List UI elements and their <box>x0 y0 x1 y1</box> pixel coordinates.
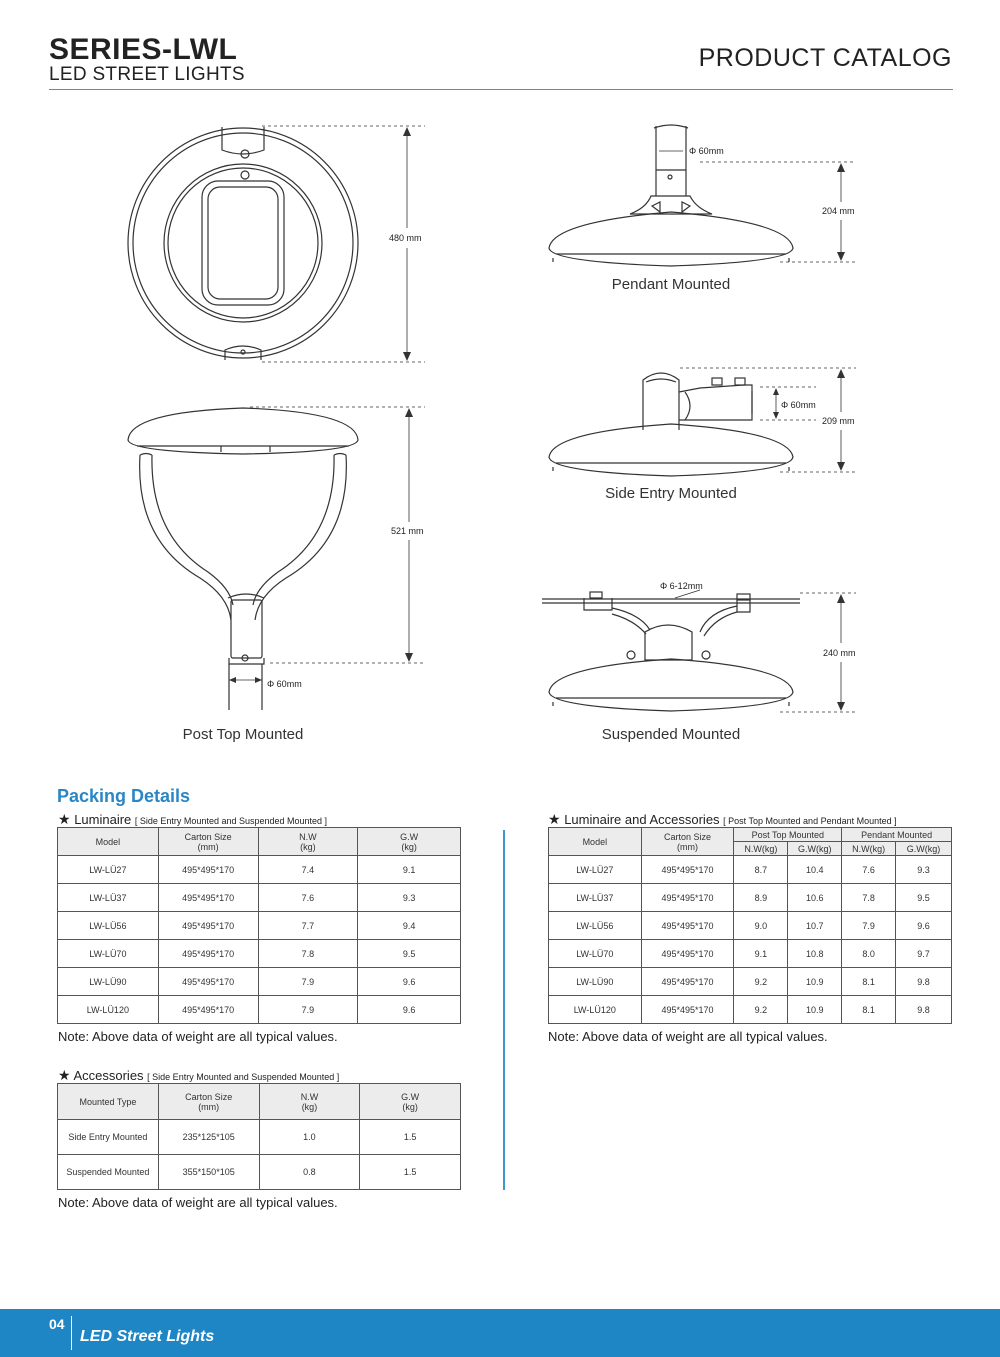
table-cell: 1.5 <box>360 1155 461 1190</box>
column-divider <box>503 830 505 1190</box>
table-cell: 9.7 <box>896 940 952 968</box>
table-cell: 10.6 <box>788 884 842 912</box>
luminaire-heading <box>58 811 327 828</box>
luminaire-table <box>57 827 461 1024</box>
accessories-title: Accessories <box>73 1068 144 1083</box>
luminaire-title: Luminaire <box>74 812 132 827</box>
table-row <box>58 884 461 912</box>
table-cell: 9.5 <box>358 940 461 968</box>
table-row <box>549 912 952 940</box>
table-cell: 8.7 <box>734 856 788 884</box>
table-cell: LW-LÜ120 <box>58 996 159 1024</box>
footer-divider <box>71 1316 72 1350</box>
table-cell: 495*495*170 <box>641 968 734 996</box>
table-cell: 495*495*170 <box>158 856 258 884</box>
table-cell: 9.1 <box>734 940 788 968</box>
table-cell: 10.9 <box>788 996 842 1024</box>
table-cell: 7.8 <box>842 884 896 912</box>
table-cell: LW-LÜ120 <box>549 996 642 1024</box>
pendant-drawing <box>549 125 793 266</box>
suspended-drawing <box>542 592 800 711</box>
table-cell: 9.2 <box>734 968 788 996</box>
accessories-subtitle: [ Side Entry Mounted and Suspended Mounted ] <box>147 1072 340 1082</box>
col-header-pendant-nw: N.W(kg) <box>842 842 896 856</box>
table-cell: LW-LÜ70 <box>58 940 159 968</box>
table-row <box>58 996 461 1024</box>
series-title: SERIES-LWL <box>49 33 238 66</box>
table-cell: LW-LÜ70 <box>549 940 642 968</box>
lum-acc-table <box>548 827 952 1024</box>
col-header-post-gw: G.W(kg) <box>788 842 842 856</box>
accessories-table <box>57 1083 461 1190</box>
col-header-model: Model <box>549 828 642 856</box>
table-cell: 7.9 <box>258 968 358 996</box>
table-cell: 9.2 <box>734 996 788 1024</box>
table-cell: 9.1 <box>358 856 461 884</box>
dim-204: 204 mm <box>822 206 855 216</box>
col-header-post-top: Post Top Mounted <box>734 828 842 842</box>
dim-521: 521 mm <box>391 526 424 536</box>
table-cell: LW-LÜ37 <box>58 884 159 912</box>
table-cell: 495*495*170 <box>641 996 734 1024</box>
lum-acc-title: Luminaire and Accessories <box>564 812 720 827</box>
table-cell: 7.6 <box>842 856 896 884</box>
table-cell: 495*495*170 <box>158 968 258 996</box>
caption-side-entry: Side Entry Mounted <box>605 485 737 502</box>
caption-post-top: Post Top Mounted <box>182 726 304 743</box>
col-header-mounted-type: Mounted Type <box>58 1084 159 1120</box>
table-row <box>58 940 461 968</box>
accessories-note: Note: Above data of weight are all typical values. <box>58 1195 338 1210</box>
table-cell: 9.5 <box>896 884 952 912</box>
table-cell: 7.9 <box>258 996 358 1024</box>
table-cell: 495*495*170 <box>641 856 734 884</box>
table-cell: 235*125*105 <box>158 1120 259 1155</box>
table-cell: 495*495*170 <box>158 940 258 968</box>
col-header-nw: N.W (kg) <box>258 828 358 856</box>
table-cell: LW-LÜ56 <box>58 912 159 940</box>
series-subtitle: LED STREET LIGHTS <box>49 64 245 85</box>
table-cell: 7.9 <box>842 912 896 940</box>
table-cell: LW-LÜ90 <box>549 968 642 996</box>
star-icon: ★ <box>58 811 71 827</box>
table-cell: 9.0 <box>734 912 788 940</box>
col-header-carton: Carton Size (mm) <box>158 828 258 856</box>
caption-pendant: Pendant Mounted <box>611 276 731 293</box>
table-cell: 10.9 <box>788 968 842 996</box>
star-icon: ★ <box>58 1067 71 1083</box>
table-row <box>549 856 952 884</box>
table-cell: 9.6 <box>358 996 461 1024</box>
table-cell: 8.9 <box>734 884 788 912</box>
table-cell: 10.4 <box>788 856 842 884</box>
luminaire-subtitle: [ Side Entry Mounted and Suspended Mounted ] <box>134 816 328 826</box>
col-header-pendant-gw: G.W(kg) <box>896 842 952 856</box>
table-cell: 495*495*170 <box>641 884 734 912</box>
lum-acc-heading <box>548 811 897 828</box>
luminaire-note: Note: Above data of weight are all typical values. <box>58 1029 338 1044</box>
table-cell: 8.1 <box>842 968 896 996</box>
table-cell: 495*495*170 <box>158 996 258 1024</box>
table-cell: 7.8 <box>258 940 358 968</box>
table-row <box>58 968 461 996</box>
col-header-gw: G.W (kg) <box>360 1084 461 1120</box>
col-header-carton: Carton Size (mm) <box>158 1084 259 1120</box>
table-row <box>58 912 461 940</box>
catalog-title: PRODUCT CATALOG <box>698 44 952 72</box>
table-cell: LW-LÜ27 <box>58 856 159 884</box>
dim-480: 480 mm <box>389 233 422 243</box>
table-cell: 7.7 <box>258 912 358 940</box>
dim-209: 209 mm <box>822 416 855 426</box>
table-cell: 9.8 <box>896 996 952 1024</box>
table-cell: 7.4 <box>258 856 358 884</box>
dim-post-pole: Φ 60mm <box>267 679 302 689</box>
table-row <box>549 940 952 968</box>
table-cell: 1.5 <box>360 1120 461 1155</box>
table-cell: 9.4 <box>358 912 461 940</box>
accessories-heading <box>58 1067 339 1084</box>
top-view-dims <box>262 126 425 362</box>
packing-details-title: Packing Details <box>57 786 191 806</box>
table-cell: Side Entry Mounted <box>58 1120 159 1155</box>
table-cell: LW-LÜ37 <box>549 884 642 912</box>
table-cell: 10.8 <box>788 940 842 968</box>
col-header-pendant: Pendant Mounted <box>842 828 952 842</box>
col-header-nw: N.W (kg) <box>259 1084 360 1120</box>
col-header-carton: Carton Size (mm) <box>641 828 734 856</box>
col-header-post-nw: N.W(kg) <box>734 842 788 856</box>
table-row <box>58 1120 461 1155</box>
table-cell: 495*495*170 <box>641 912 734 940</box>
col-header-gw: G.W (kg) <box>358 828 461 856</box>
table-cell: 7.6 <box>258 884 358 912</box>
table-cell: LW-LÜ27 <box>549 856 642 884</box>
table-cell: 0.8 <box>259 1155 360 1190</box>
lum-acc-note: Note: Above data of weight are all typical values. <box>548 1029 828 1044</box>
table-cell: 9.6 <box>896 912 952 940</box>
table-cell: 9.3 <box>358 884 461 912</box>
table-row <box>549 884 952 912</box>
table-cell: 10.7 <box>788 912 842 940</box>
table-row <box>58 856 461 884</box>
caption-suspended: Suspended Mounted <box>601 726 741 743</box>
table-cell: 9.8 <box>896 968 952 996</box>
lum-acc-subtitle: [ Post Top Mounted and Pendant Mounted ] <box>723 816 897 826</box>
table-cell: LW-LÜ56 <box>549 912 642 940</box>
table-cell: 495*495*170 <box>641 940 734 968</box>
table-cell: 9.6 <box>358 968 461 996</box>
table-cell: LW-LÜ90 <box>58 968 159 996</box>
top-view-drawing <box>128 127 358 360</box>
dim-240: 240 mm <box>823 648 856 658</box>
table-cell: 8.1 <box>842 996 896 1024</box>
footer-title: LED Street Lights <box>80 1328 215 1345</box>
dim-pendant-pole: Φ 60mm <box>689 146 724 156</box>
table-cell: 8.0 <box>842 940 896 968</box>
table-cell: 1.0 <box>259 1120 360 1155</box>
table-cell: 495*495*170 <box>158 912 258 940</box>
page-number: 04 <box>49 1316 65 1332</box>
side-entry-drawing <box>549 373 793 476</box>
table-cell: 495*495*170 <box>158 884 258 912</box>
star-icon: ★ <box>548 811 561 827</box>
dim-side-pole: Φ 60mm <box>781 400 816 410</box>
table-row <box>549 996 952 1024</box>
table-row <box>549 968 952 996</box>
col-header-model: Model <box>58 828 159 856</box>
table-row <box>58 1155 461 1190</box>
table-cell: 9.3 <box>896 856 952 884</box>
table-cell: Suspended Mounted <box>58 1155 159 1190</box>
post-top-drawing <box>128 408 358 710</box>
dim-cable: Φ 6-12mm <box>660 581 703 591</box>
table-cell: 355*150*105 <box>158 1155 259 1190</box>
